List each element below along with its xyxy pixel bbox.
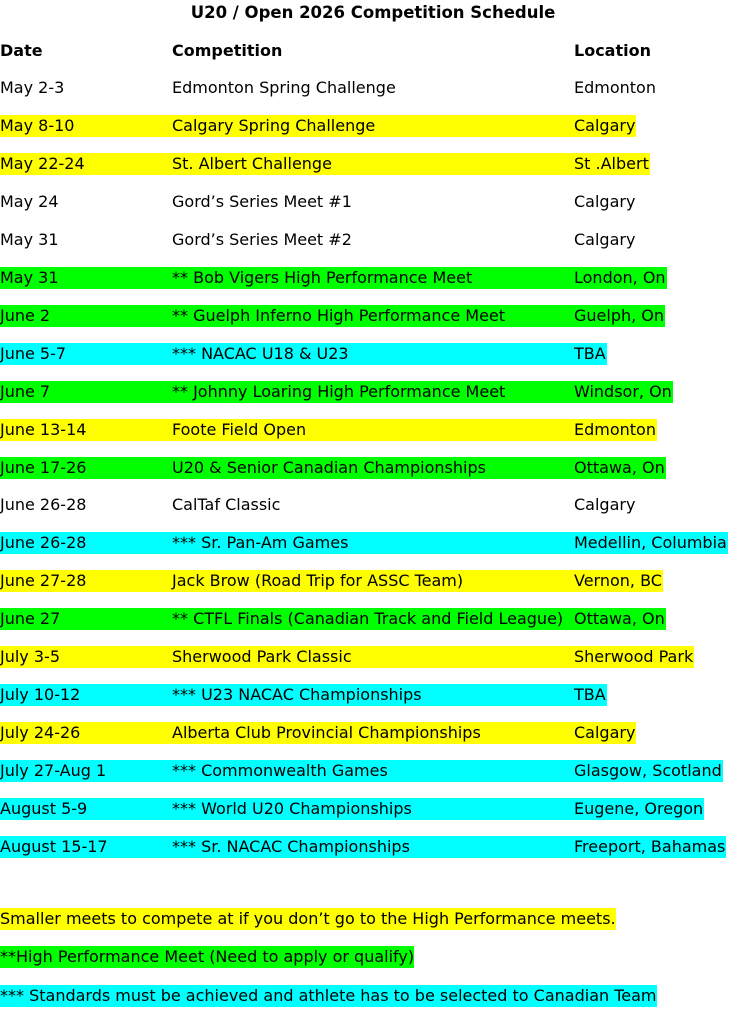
location-cell: Windsor, On — [574, 382, 672, 401]
date-cell: May 22-24 — [0, 153, 173, 175]
page-title: U20 / Open 2026 Competition Schedule — [190, 3, 556, 22]
date-cell: July 10-12 — [0, 684, 173, 706]
competition-cell: Foote Field Open — [172, 419, 574, 441]
table-row — [0, 532, 746, 554]
table-row — [0, 229, 746, 251]
date-cell: June 27 — [0, 608, 173, 630]
date-cell: June 7 — [0, 381, 173, 403]
table-header — [0, 40, 746, 62]
location-cell: Guelph, On — [574, 306, 665, 325]
date-cell: July 27-Aug 1 — [0, 760, 173, 782]
header-competition: Competition — [172, 41, 283, 60]
table-row — [0, 343, 746, 365]
location-cell: Eugene, Oregon — [574, 799, 704, 818]
competition-cell: *** Sr. Pan-Am Games — [172, 532, 574, 554]
competition-cell: Gord’s Series Meet #2 — [172, 230, 352, 249]
date-cell: May 8-10 — [0, 115, 173, 137]
location-cell: London, On — [574, 268, 666, 287]
table-row — [0, 305, 746, 327]
date-cell: May 24 — [0, 192, 59, 211]
date-cell: June 17-26 — [0, 457, 173, 479]
table-row — [0, 684, 746, 706]
competition-cell: ** Johnny Loaring High Performance Meet — [172, 381, 574, 403]
table-row — [0, 77, 746, 99]
table-row — [0, 115, 746, 137]
competition-cell: Gord’s Series Meet #1 — [172, 192, 352, 211]
competition-cell: ** Guelph Inferno High Performance Meet — [172, 305, 574, 327]
table-row — [0, 457, 746, 479]
competition-cell: ** CTFL Finals (Canadian Track and Field League) — [172, 608, 574, 630]
competition-cell: ** Bob Vigers High Performance Meet — [172, 267, 574, 289]
date-cell: June 5-7 — [0, 343, 173, 365]
table-row — [0, 153, 746, 175]
competition-cell: Calgary Spring Challenge — [172, 115, 574, 137]
legend-item: **High Performance Meet (Need to apply or qualify) — [0, 947, 415, 966]
table-row — [0, 494, 746, 516]
location-cell: Freeport, Bahamas — [574, 837, 726, 856]
table-row — [0, 798, 746, 820]
legend-item: *** Standards must be achieved and athlete has to be selected to Canadian Team — [0, 986, 657, 1005]
table-row — [0, 608, 746, 630]
date-cell: June 26-28 — [0, 532, 173, 554]
location-cell: TBA — [574, 685, 606, 704]
competition-cell: St. Albert Challenge — [172, 153, 574, 175]
location-cell: TBA — [574, 344, 606, 363]
date-cell: June 2 — [0, 305, 173, 327]
location-cell: Calgary — [574, 116, 636, 135]
table-row — [0, 836, 746, 858]
competition-cell: Edmonton Spring Challenge — [172, 78, 396, 97]
legend-item: Smaller meets to compete at if you don’t go to the High Performance meets. — [0, 909, 616, 928]
location-cell: Sherwood Park — [574, 647, 694, 666]
location-cell: Glasgow, Scotland — [574, 761, 722, 780]
table-row — [0, 570, 746, 592]
date-cell: June 26-28 — [0, 495, 87, 514]
date-cell: June 13-14 — [0, 419, 173, 441]
table-row — [0, 646, 746, 668]
location-cell: Calgary — [574, 192, 636, 211]
competition-cell: Sherwood Park Classic — [172, 646, 574, 668]
competition-cell: *** World U20 Championships — [172, 798, 574, 820]
date-cell: May 31 — [0, 230, 59, 249]
table-row — [0, 722, 746, 744]
competition-cell: Alberta Club Provincial Championships — [172, 722, 574, 744]
location-cell: Calgary — [574, 723, 636, 742]
date-cell: June 27-28 — [0, 570, 173, 592]
competition-cell: *** NACAC U18 & U23 — [172, 343, 574, 365]
table-row — [0, 760, 746, 782]
location-cell: Ottawa, On — [574, 609, 665, 628]
table-row — [0, 381, 746, 403]
header-location: Location — [574, 41, 651, 60]
date-cell: May 2-3 — [0, 78, 65, 97]
competition-cell: CalTaf Classic — [172, 495, 281, 514]
competition-cell: U20 & Senior Canadian Championships — [172, 457, 574, 479]
competition-cell: Jack Brow (Road Trip for ASSC Team) — [172, 570, 574, 592]
date-cell: May 31 — [0, 267, 173, 289]
date-cell: July 24-26 — [0, 722, 173, 744]
competition-cell: *** U23 NACAC Championships — [172, 684, 574, 706]
date-cell: August 15-17 — [0, 836, 173, 858]
date-cell: July 3-5 — [0, 646, 173, 668]
competition-cell: *** Sr. NACAC Championships — [172, 836, 574, 858]
location-cell: Medellin, Columbia — [574, 533, 727, 552]
table-row — [0, 267, 746, 289]
location-cell: Calgary — [574, 495, 636, 514]
header-date: Date — [0, 41, 43, 60]
table-row — [0, 419, 746, 441]
location-cell: St .Albert — [574, 154, 649, 173]
competition-cell: *** Commonwealth Games — [172, 760, 574, 782]
location-cell: Edmonton — [574, 78, 656, 97]
location-cell: Ottawa, On — [574, 458, 665, 477]
location-cell: Edmonton — [574, 420, 656, 439]
location-cell: Vernon, BC — [574, 571, 662, 590]
table-row — [0, 191, 746, 213]
date-cell: August 5-9 — [0, 798, 173, 820]
location-cell: Calgary — [574, 230, 636, 249]
